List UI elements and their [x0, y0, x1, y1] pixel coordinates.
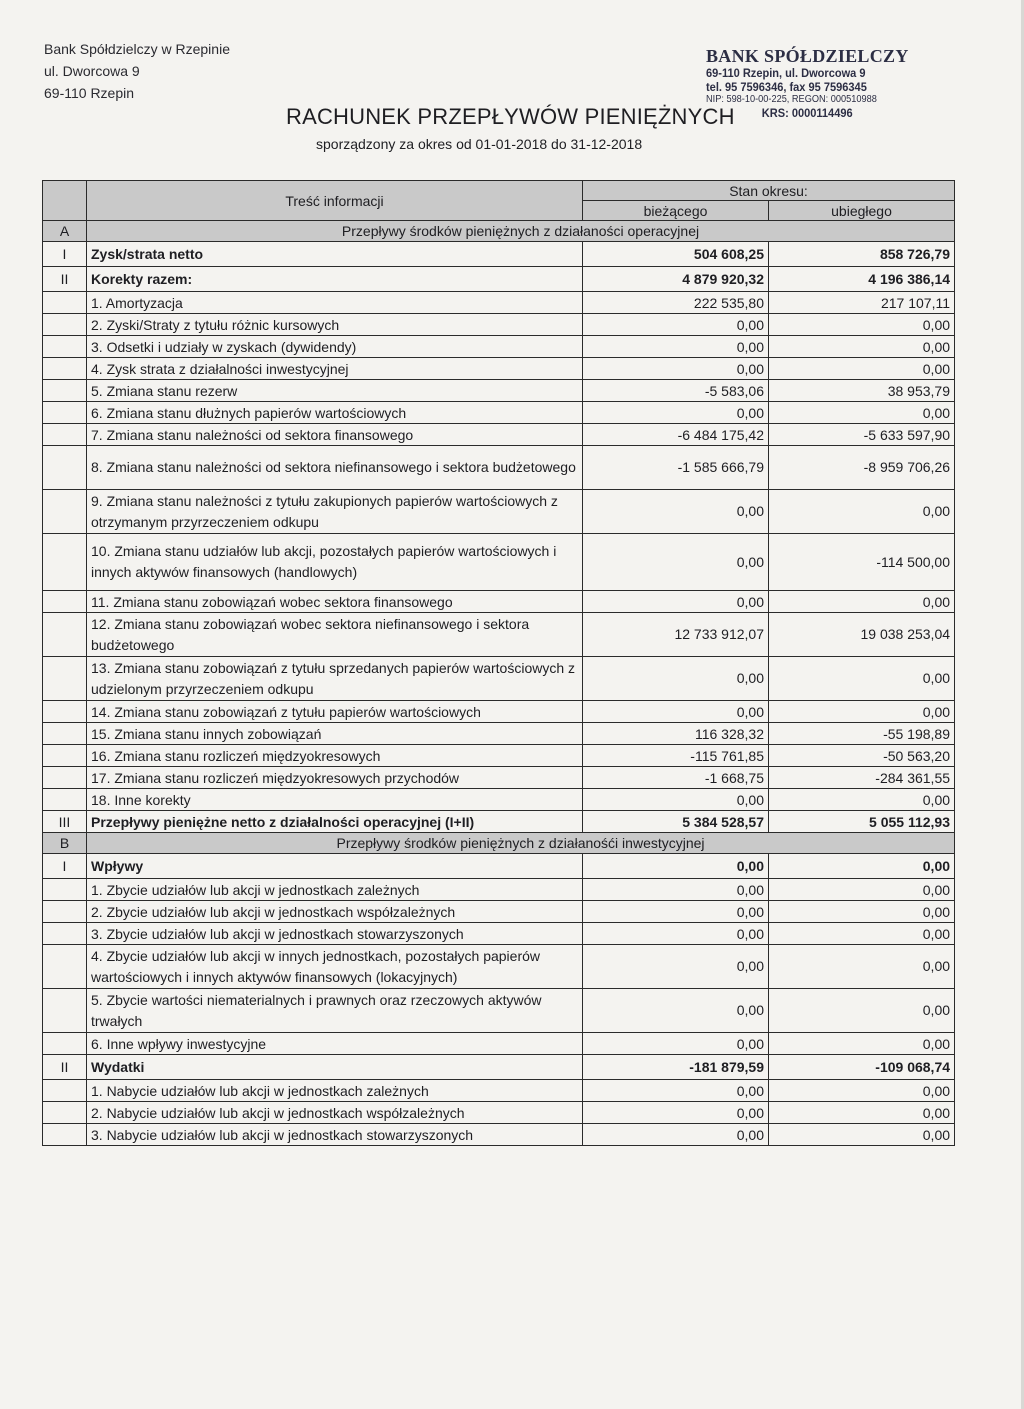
row-label: 2. Nabycie udziałów lub akcji w jednostkach współzależnych — [87, 1102, 583, 1124]
header-current: bieżącego — [583, 201, 769, 221]
value-previous: 217 107,11 — [769, 292, 955, 314]
value-previous: 0,00 — [769, 657, 955, 701]
bank-name: Bank Spółdzielczy w Rzepinie — [44, 41, 230, 57]
value-current: -1 585 666,79 — [583, 446, 769, 490]
value-current: 0,00 — [583, 923, 769, 945]
value-current: 0,00 — [583, 989, 769, 1033]
table-row — [43, 358, 955, 380]
row-number — [43, 745, 87, 767]
value-previous: 858 726,79 — [769, 242, 955, 267]
row-number — [43, 402, 87, 424]
value-previous: -5 633 597,90 — [769, 424, 955, 446]
row-label: 5. Zbycie wartości niematerialnych i prawnych oraz rzeczowych aktywów trwałych — [87, 989, 583, 1033]
stamp-address: 69-110 Rzepin, ul. Dworcowa 9 — [706, 66, 866, 80]
value-previous: 0,00 — [769, 789, 955, 811]
value-previous: 0,00 — [769, 1102, 955, 1124]
value-previous: -114 500,00 — [769, 534, 955, 591]
table-row — [43, 989, 955, 1033]
value-previous: 0,00 — [769, 490, 955, 534]
value-previous: 0,00 — [769, 854, 955, 879]
table-row — [43, 1102, 955, 1124]
table-row — [43, 657, 955, 701]
row-number — [43, 613, 87, 657]
row-number — [43, 314, 87, 336]
table-row — [43, 1080, 955, 1102]
row-number — [43, 1102, 87, 1124]
value-current: 5 384 528,57 — [583, 811, 769, 833]
row-number: II — [43, 267, 87, 292]
row-label: 10. Zmiana stanu udziałów lub akcji, pozostałych papierów wartościowych i innych aktywów finansowych (handlowych) — [87, 534, 583, 591]
row-number — [43, 292, 87, 314]
row-label: 5. Zmiana stanu rezerw — [87, 380, 583, 402]
value-previous: -284 361,55 — [769, 767, 955, 789]
value-current: 0,00 — [583, 534, 769, 591]
row-label: 13. Zmiana stanu zobowiązań z tytułu sprzedanych papierów wartościowych z udzielonym przyrzeczeniem odkupu — [87, 657, 583, 701]
document-subtitle: sporządzony za okres od 01-01-2018 do 31-12-2018 — [316, 136, 643, 152]
value-previous: 4 196 386,14 — [769, 267, 955, 292]
table-row — [43, 292, 955, 314]
value-previous: 0,00 — [769, 591, 955, 613]
value-current: 4 879 920,32 — [583, 267, 769, 292]
value-previous: 0,00 — [769, 1124, 955, 1146]
value-current: 12 733 912,07 — [583, 613, 769, 657]
value-current: 0,00 — [583, 854, 769, 879]
stamp-krs: KRS: 0000114496 — [761, 106, 853, 120]
row-number — [43, 591, 87, 613]
cash-flow-table — [42, 180, 955, 1146]
row-number — [43, 879, 87, 901]
table-row — [43, 446, 955, 490]
header-previous: ubiegłego — [769, 201, 955, 221]
row-label: 17. Zmiana stanu rozliczeń międzyokresowych przychodów — [87, 767, 583, 789]
value-current: -181 879,59 — [583, 1055, 769, 1080]
row-number — [43, 767, 87, 789]
row-number: I — [43, 854, 87, 879]
row-label: 1. Zbycie udziałów lub akcji w jednostkach zależnych — [87, 879, 583, 901]
row-number — [43, 1033, 87, 1055]
table-row — [43, 767, 955, 789]
table-row — [43, 534, 955, 591]
row-label: 3. Zbycie udziałów lub akcji w jednostkach stowarzyszonych — [87, 923, 583, 945]
row-label: 16. Zmiana stanu rozliczeń międzyokresowych — [87, 745, 583, 767]
table-row — [43, 923, 955, 945]
stamp-phone: tel. 95 7596346, fax 95 7596345 — [706, 80, 867, 94]
table-row — [43, 380, 955, 402]
row-label: Korekty razem: — [87, 267, 583, 292]
value-current: -1 668,75 — [583, 767, 769, 789]
row-number: II — [43, 1055, 87, 1080]
row-number — [43, 923, 87, 945]
table-row — [43, 314, 955, 336]
value-current: 0,00 — [583, 879, 769, 901]
value-current: -6 484 175,42 — [583, 424, 769, 446]
row-label: 11. Zmiana stanu zobowiązań wobec sektora finansowego — [87, 591, 583, 613]
table-row — [43, 1055, 955, 1080]
row-label: 9. Zmiana stanu należności z tytułu zakupionych papierów wartościowych z otrzymanym przyrzeczeniem odkupu — [87, 490, 583, 534]
row-number — [43, 901, 87, 923]
row-number: III — [43, 811, 87, 833]
row-number — [43, 989, 87, 1033]
value-current: 0,00 — [583, 314, 769, 336]
row-number — [43, 945, 87, 989]
row-label: 8. Zmiana stanu należności od sektora niefinansowego i sektora budżetowego — [87, 446, 583, 490]
value-previous: 0,00 — [769, 1080, 955, 1102]
row-label: 12. Zmiana stanu zobowiązań wobec sektora niefinansowego i sektora budżetowego — [87, 613, 583, 657]
row-label: Przepływy pieniężne netto z działalności operacyjnej (I+II) — [87, 811, 583, 833]
row-label: Wydatki — [87, 1055, 583, 1080]
stamp-ids: NIP: 598-10-00-225, REGON: 000510988 — [706, 94, 877, 105]
table-row — [43, 811, 955, 833]
row-number — [43, 723, 87, 745]
row-number: I — [43, 242, 87, 267]
value-previous: 0,00 — [769, 358, 955, 380]
value-current: 0,00 — [583, 945, 769, 989]
value-previous: 0,00 — [769, 336, 955, 358]
section-row — [43, 833, 955, 854]
value-previous: 0,00 — [769, 989, 955, 1033]
table-row — [43, 591, 955, 613]
value-current: 0,00 — [583, 657, 769, 701]
row-label: 2. Zbycie udziałów lub akcji w jednostkach współzależnych — [87, 901, 583, 923]
row-number — [43, 657, 87, 701]
value-current: 0,00 — [583, 1080, 769, 1102]
table-row — [43, 745, 955, 767]
value-previous: 38 953,79 — [769, 380, 955, 402]
row-label: 3. Nabycie udziałów lub akcji w jednostkach stowarzyszonych — [87, 1124, 583, 1146]
section-label: Przepływy środków pieniężnych z działaności operacyjnej — [87, 221, 955, 242]
row-number: A — [43, 221, 87, 242]
value-current: 0,00 — [583, 336, 769, 358]
value-current: 504 608,25 — [583, 242, 769, 267]
document-title: RACHUNEK PRZEPŁYWÓW PIENIĘŻNYCH — [286, 104, 735, 129]
value-current: 0,00 — [583, 490, 769, 534]
table-row — [43, 789, 955, 811]
value-current: -115 761,85 — [583, 745, 769, 767]
row-label: Wpływy — [87, 854, 583, 879]
value-previous: 0,00 — [769, 901, 955, 923]
table-row — [43, 490, 955, 534]
value-previous: 5 055 112,93 — [769, 811, 955, 833]
header-period: Stan okresu: — [583, 181, 955, 201]
bank-address — [44, 38, 230, 104]
value-current: 0,00 — [583, 1102, 769, 1124]
value-previous: 0,00 — [769, 701, 955, 723]
table-row — [43, 242, 955, 267]
row-number — [43, 424, 87, 446]
row-number — [43, 1124, 87, 1146]
table-row — [43, 879, 955, 901]
value-current: 0,00 — [583, 402, 769, 424]
row-number — [43, 336, 87, 358]
table-row — [43, 854, 955, 879]
row-label: 18. Inne korekty — [87, 789, 583, 811]
row-number — [43, 1080, 87, 1102]
bank-street: ul. Dworcowa 9 — [44, 63, 140, 79]
row-label: 14. Zmiana stanu zobowiązań z tytułu papierów wartościowych — [87, 701, 583, 723]
header-info: Treść informacji — [87, 181, 583, 221]
table-row — [43, 402, 955, 424]
row-number: B — [43, 833, 87, 854]
value-current: 0,00 — [583, 591, 769, 613]
row-number — [43, 701, 87, 723]
row-label: Zysk/strata netto — [87, 242, 583, 267]
bank-city: 69-110 Rzepin — [44, 85, 135, 101]
bank-stamp — [706, 46, 926, 120]
value-current: 0,00 — [583, 701, 769, 723]
stamp-title: BANK SPÓŁDZIELCZY — [706, 46, 909, 66]
row-label: 4. Zysk strata z działalności inwestycyjnej — [87, 358, 583, 380]
row-label: 6. Inne wpływy inwestycyjne — [87, 1033, 583, 1055]
row-label: 3. Odsetki i udziały w zyskach (dywidendy) — [87, 336, 583, 358]
value-current: 222 535,80 — [583, 292, 769, 314]
value-previous: 0,00 — [769, 402, 955, 424]
value-previous: 0,00 — [769, 923, 955, 945]
row-label: 1. Amortyzacja — [87, 292, 583, 314]
row-label: 7. Zmiana stanu należności od sektora finansowego — [87, 424, 583, 446]
header-num-cell — [43, 181, 87, 221]
row-label: 15. Zmiana stanu innych zobowiązań — [87, 723, 583, 745]
value-current: 0,00 — [583, 1033, 769, 1055]
value-current: 0,00 — [583, 789, 769, 811]
row-label: 2. Zyski/Straty z tytułu różnic kursowych — [87, 314, 583, 336]
table-row — [43, 424, 955, 446]
value-previous: 19 038 253,04 — [769, 613, 955, 657]
table-row — [43, 901, 955, 923]
row-number — [43, 380, 87, 402]
table-row — [43, 1033, 955, 1055]
value-previous: 0,00 — [769, 879, 955, 901]
table-row — [43, 1124, 955, 1146]
table-body — [43, 221, 955, 1146]
value-previous: 0,00 — [769, 314, 955, 336]
section-label: Przepływy środków pieniężnych z działanośći inwestycyjnej — [87, 833, 955, 854]
value-current: 0,00 — [583, 901, 769, 923]
value-previous: -55 198,89 — [769, 723, 955, 745]
value-current: 116 328,32 — [583, 723, 769, 745]
value-previous: -50 563,20 — [769, 745, 955, 767]
value-current: -5 583,06 — [583, 380, 769, 402]
row-number — [43, 446, 87, 490]
row-number — [43, 490, 87, 534]
value-current: 0,00 — [583, 358, 769, 380]
value-previous: 0,00 — [769, 1033, 955, 1055]
row-number — [43, 789, 87, 811]
table-row — [43, 336, 955, 358]
section-row — [43, 221, 955, 242]
row-number — [43, 534, 87, 591]
row-label: 1. Nabycie udziałów lub akcji w jednostkach zależnych — [87, 1080, 583, 1102]
row-number — [43, 358, 87, 380]
value-previous: -109 068,74 — [769, 1055, 955, 1080]
table-row — [43, 267, 955, 292]
table-row — [43, 613, 955, 657]
row-label: 6. Zmiana stanu dłużnych papierów wartościowych — [87, 402, 583, 424]
table-row — [43, 723, 955, 745]
value-previous: -8 959 706,26 — [769, 446, 955, 490]
value-previous: 0,00 — [769, 945, 955, 989]
value-current: 0,00 — [583, 1124, 769, 1146]
table-row — [43, 701, 955, 723]
row-label: 4. Zbycie udziałów lub akcji w innych jednostkach, pozostałych papierów wartościowych i innych aktywów finansowych (lokacyjnych) — [87, 945, 583, 989]
table-row — [43, 945, 955, 989]
